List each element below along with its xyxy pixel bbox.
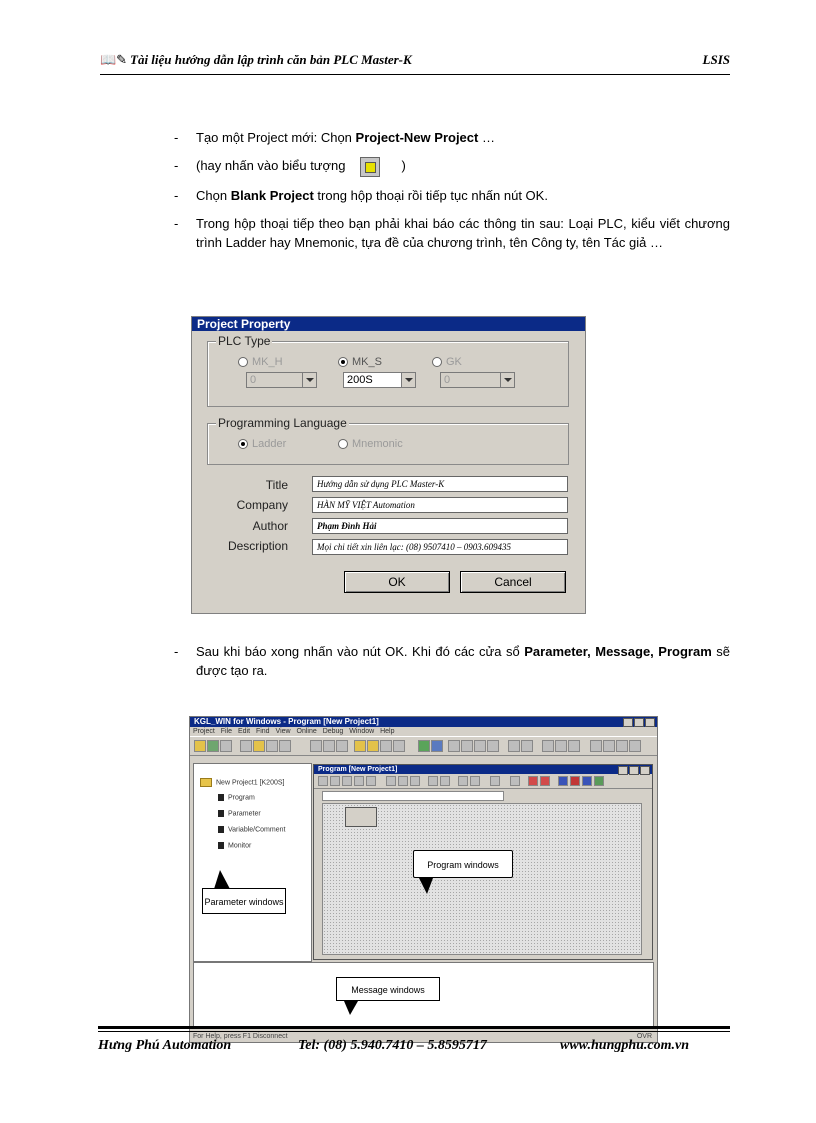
radio-mkh[interactable]: MK_H (238, 356, 283, 368)
radio-gk[interactable]: GK (432, 356, 462, 368)
mkh-model-select[interactable]: 0 (246, 372, 317, 388)
maximize-icon[interactable] (634, 718, 644, 727)
ladder-canvas[interactable] (322, 803, 642, 955)
title-label: Title (265, 478, 288, 492)
description-field[interactable]: Mọi chi tiết xin liên lạc: (08) 9507410 – 0903.609435 (312, 539, 568, 555)
toolbar-icon[interactable] (594, 776, 604, 786)
radio-dot-icon (338, 439, 348, 449)
status-bar: For Help, press F1 Disconnect OVR (190, 1031, 658, 1042)
author-field[interactable]: Phạm Đình Hải (312, 518, 568, 534)
radio-dot-icon (238, 357, 248, 367)
chevron-down-icon (302, 373, 316, 387)
bullet-dash: - (174, 187, 179, 203)
bullet-dash: - (174, 215, 179, 231)
toolbar-icon[interactable] (570, 776, 580, 786)
file-icon (218, 794, 224, 801)
header-title: 📖✎ Tài liệu hướng dẫn lập trình căn bản PLC Master-K (100, 52, 412, 67)
radio-mks[interactable]: MK_S (338, 356, 382, 368)
toolbar-icon[interactable] (448, 740, 460, 752)
toolbar-icon[interactable] (470, 776, 480, 786)
tree-item-monitor[interactable]: Monitor (218, 842, 251, 849)
print-icon[interactable] (240, 740, 252, 752)
cursor-icon[interactable] (318, 776, 328, 786)
footer-rule-thin (98, 1031, 730, 1032)
kglwin-main-window (189, 716, 658, 1043)
toolbar-icon[interactable] (458, 776, 468, 786)
footer-company: Hưng Phú Automation (98, 1038, 232, 1053)
gk-model-select[interactable]: 0 (440, 372, 515, 388)
list-item: - Tạo một Project mới: Chọn Project-New Project … (174, 130, 495, 145)
toolbar-icon[interactable] (428, 776, 438, 786)
header-brand: LSIS (702, 52, 730, 67)
toolbar-icon[interactable] (279, 740, 291, 752)
radio-dot-icon (338, 357, 348, 367)
file-icon (218, 810, 224, 817)
ladder-toolbar (314, 774, 652, 789)
footer-phone: Tel: (08) 5.940.7410 – 5.8595717 (298, 1038, 487, 1053)
new-project-icon (360, 157, 380, 177)
programming-language-label: Programming Language (218, 416, 347, 430)
kglwin-titlebar: KGL_WIN for Windows - Program [New Project1] (190, 717, 657, 727)
file-icon (218, 842, 224, 849)
list-item: - Trong hộp thoại tiếp theo bạn phải khai báo các thông tin sau: Loại PLC, kiểu viết chương trình Ladder hay Mnemonic, tựa đề của chương trình, tên Công ty, tên Tác giả … (174, 215, 730, 250)
toolbar-icon[interactable] (558, 776, 568, 786)
new-icon[interactable] (207, 740, 219, 752)
description-label: Description (227, 539, 288, 553)
kglwin-toolbar (190, 736, 657, 756)
toolbar-icon[interactable] (393, 740, 405, 752)
file-icon (218, 826, 224, 833)
tree-item-program[interactable]: Program (218, 794, 255, 801)
callout-tail-icon (419, 878, 433, 894)
kglwin-menubar[interactable]: Project File Edit Find View Online Debug Window Help (193, 728, 395, 735)
save-icon[interactable] (220, 740, 232, 752)
page-header (100, 50, 730, 72)
toolbar-icon[interactable] (431, 740, 443, 752)
bullet-dash: - (174, 644, 179, 659)
author-label: Author (252, 519, 288, 533)
cut-icon[interactable] (310, 740, 322, 752)
open-folder-icon[interactable] (194, 740, 206, 752)
message-window (193, 962, 654, 1029)
plc-type-group (207, 334, 569, 407)
title-field[interactable]: Hướng dẫn sử dụng PLC Master-K (312, 476, 568, 492)
contact-icon[interactable] (342, 776, 352, 786)
list-item: - Chọn Blank Project trong hộp thoại rồi tiếp tục nhấn nút OK. (174, 187, 548, 203)
toolbar-icon[interactable] (440, 776, 450, 786)
toolbar-icon[interactable] (555, 740, 567, 752)
minimize-icon[interactable] (623, 718, 633, 727)
toolbar-icon[interactable] (510, 776, 520, 786)
callout-message: Message windows (336, 977, 440, 1001)
folder-icon (200, 778, 212, 787)
radio-dot-icon (238, 439, 248, 449)
programming-language-group (207, 416, 569, 465)
toolbar-icon[interactable] (380, 740, 392, 752)
paste-icon[interactable] (336, 740, 348, 752)
coil-icon[interactable] (410, 776, 420, 786)
toolbar-icon[interactable] (542, 740, 554, 752)
book-pen-icon: 📖✎ (100, 52, 128, 67)
bullet-dash: - (174, 130, 179, 145)
radio-mnemonic[interactable]: Mnemonic (338, 438, 403, 450)
project-tree-panel (193, 763, 312, 962)
toolbar-icon[interactable] (540, 776, 550, 786)
toolbar-icon[interactable] (354, 740, 366, 752)
callout-tail-icon (214, 870, 230, 889)
chevron-down-icon (500, 373, 514, 387)
list-item: - Sau khi báo xong nhấn vào nút OK. Khi đó các cửa sổ Parameter, Message, Program sẽ được tạo ra. (174, 644, 731, 678)
header-rule (100, 74, 730, 75)
toolbar-icon[interactable] (474, 740, 486, 752)
coil-icon[interactable] (386, 776, 396, 786)
toolbar-icon[interactable] (266, 740, 278, 752)
chevron-down-icon (401, 373, 415, 387)
window-controls (622, 718, 655, 730)
line-icon[interactable] (354, 776, 364, 786)
paragraph-after-dialog (174, 642, 730, 689)
toolbar-icon[interactable] (603, 740, 615, 752)
company-field[interactable]: HÀN MỸ VIỆT Automation (312, 497, 568, 513)
toolbar-icon[interactable] (528, 776, 538, 786)
tree-item-parameter[interactable]: Parameter (218, 810, 261, 817)
bullet-dash: - (174, 158, 179, 173)
project-property-dialog (191, 316, 586, 614)
plc-type-label: PLC Type (218, 334, 271, 348)
program-titlebar: Program [New Project1] (314, 765, 652, 774)
callout-parameter: Parameter windows (202, 888, 286, 914)
callout-program: Program windows (413, 850, 513, 878)
toolbar-icon[interactable] (629, 740, 641, 752)
footer-rule-thick (98, 1026, 730, 1029)
list-item: - (hay nhấn vào biểu tượng ) (174, 156, 730, 177)
footer-website: www.hungphu.com.vn (560, 1038, 690, 1053)
toolbar-icon[interactable] (253, 740, 265, 752)
toolbar-icon[interactable] (461, 740, 473, 752)
toolbar-icon[interactable] (568, 740, 580, 752)
radio-dot-icon (432, 357, 442, 367)
vertical-scrollbar[interactable] (641, 803, 650, 953)
toolbar-icon[interactable] (418, 740, 430, 752)
dialog-title: Project Property (192, 317, 585, 331)
copy-icon[interactable] (323, 740, 335, 752)
coil-icon[interactable] (398, 776, 408, 786)
tree-item-root[interactable]: New Project1 [K200S] (200, 778, 284, 787)
toolbar-icon[interactable] (508, 740, 520, 752)
ladder-cursor (345, 807, 377, 827)
cancel-button[interactable]: Cancel (460, 571, 566, 593)
company-label: Company (236, 498, 288, 512)
toolbar-icon[interactable] (521, 740, 533, 752)
program-window (313, 764, 653, 960)
contact-icon[interactable] (330, 776, 340, 786)
ok-button[interactable]: OK (344, 571, 450, 593)
column-ruler (322, 791, 504, 801)
toolbar-icon[interactable] (590, 740, 602, 752)
mks-model-select[interactable]: 200S (343, 372, 416, 388)
zoom-icon[interactable] (490, 776, 500, 786)
toolbar-icon[interactable] (582, 776, 592, 786)
toolbar-icon[interactable] (616, 740, 628, 752)
line-icon[interactable] (366, 776, 376, 786)
tree-item-variable-comment[interactable]: Variable/Comment (218, 826, 285, 833)
toolbar-icon[interactable] (367, 740, 379, 752)
instruction-list (174, 128, 730, 261)
toolbar-icon[interactable] (487, 740, 499, 752)
radio-ladder[interactable]: Ladder (238, 438, 286, 450)
callout-tail-icon (344, 1001, 358, 1015)
close-icon[interactable] (645, 718, 655, 727)
